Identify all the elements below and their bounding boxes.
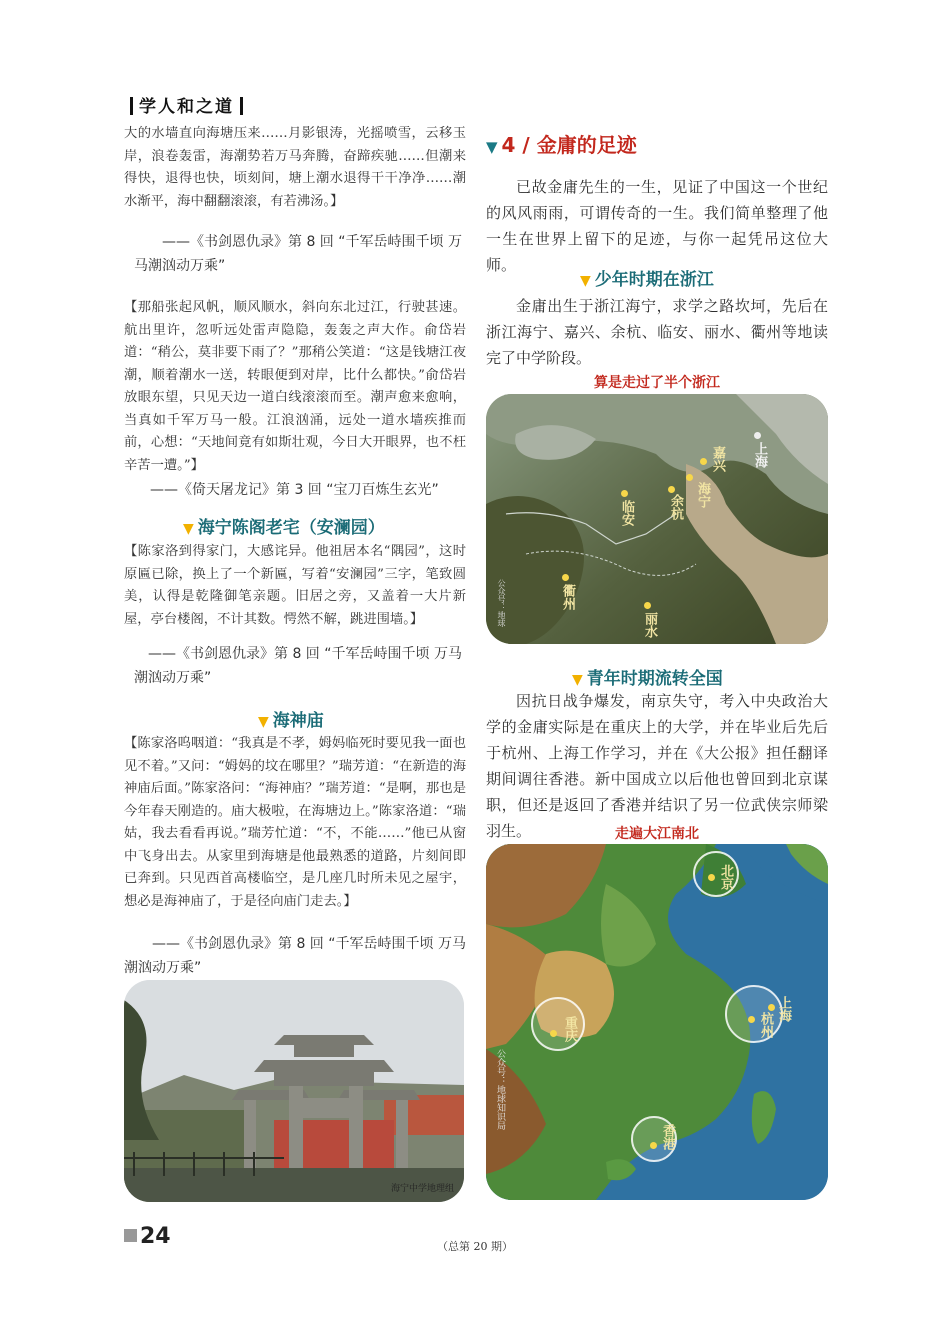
map-label-haining: 海宁 — [695, 482, 710, 508]
subsection-youth-zhejiang — [580, 265, 714, 290]
triangle-marker-icon: ▼ — [258, 714, 269, 730]
page-number-text: 24 — [140, 1224, 171, 1249]
map-label-lishui: 丽水 — [642, 612, 657, 638]
subsection-anlanyuan — [183, 513, 385, 538]
map-dot-haining — [686, 474, 693, 481]
caption-map-china: 走遍大江南北 — [615, 826, 699, 842]
subsection-youth-zhejiang-title: 少年时期在浙江 — [594, 270, 714, 290]
map-label-chongqing: 重庆 — [562, 1016, 577, 1042]
map-dot-shanghai — [754, 432, 761, 439]
paragraph-nationwide: 因抗日战争爆发，南京失守，考入中央政治大学的金庸实际是在重庆上的大学，并在毕业后先后于杭州、上海工作学习，并在《大公报》担任翻译期间调往香港。新中国成立以后他也曾回到北京谋职，但还是返回了香港并结识了另一位武侠宗师梁羽生。 — [486, 692, 828, 840]
section-title-text: 4 / 金庸的足迹 — [501, 133, 637, 157]
citation-1: ——《书剑恩仇录》第 8 回 “千军岳峙围千顷 万马潮汹动万乘” — [134, 234, 462, 274]
total-issue: （总第 20 期） — [437, 1240, 513, 1253]
map2-watermark: 公众号：地球知识局 — [495, 1049, 505, 1130]
map-dot-beijing — [708, 874, 715, 881]
triangle-marker-icon: ▼ — [183, 521, 194, 537]
triangle-marker-icon: ▼ — [572, 672, 583, 688]
map-zhejiang — [486, 394, 828, 644]
map-dot-jiaxing — [700, 458, 707, 465]
map-label-yuhang: 余杭 — [668, 494, 683, 520]
subsection-youth-nationwide-title: 青年时期流转全国 — [586, 669, 723, 689]
section-title — [486, 129, 637, 158]
photo-watermark: 海宁中学地理组 — [390, 1184, 454, 1194]
temple-photo — [124, 980, 464, 1202]
map-label-beijing: 北京 — [718, 864, 733, 890]
subsection-haishenmiao-title: 海神庙 — [272, 711, 324, 731]
subsection-anlanyuan-title: 海宁陈阁老宅（安澜园） — [197, 518, 385, 538]
quote-anlanyuan: 【陈家洛到得家门，大感诧异。他祖居本名“隅园”，这时原匾已除，换上了一个新匾，写着“安澜园”三字，笔致圆美，认得是乾隆御笔亲题。旧居之旁，又盖着一大片新屋，亭台楼阁，不计其数。愕然不解，跳进围墙。】 — [124, 544, 466, 627]
quote-yitian: 【那船张起风帆，顺风顺水，斜向东北过江，行驶甚速。航出里许，忽听远处雷声隐隐，轰轰之声大作。俞岱岩道：“稍公，莫非要下雨了？”那稍公笑道：“这是钱塘江夜潮，顺着潮水一送，转眼便到对岸，比什么都快。”俞岱岩放眼东望，只见天边一道白线滚滚而至。潮声愈来愈响，当真如千军万马一般。江浪汹涌，远处一道水墙疾推而前，心想：“天地间竟有如斯壮观，今日大开眼界，也不枉辛苦一遭。”】 — [124, 300, 466, 473]
map-dot-chongqing — [550, 1030, 557, 1037]
map-dot-linan — [621, 490, 628, 497]
map1-watermark: 公众号：地球 — [497, 579, 506, 627]
quote-haishenmiao: 【陈家洛呜咽道：“我真是不孝，姆妈临死时要见我一面也见不着。”又问：“姆妈的坟在哪里？”瑞芳道：“在新造的海神庙后面。”陈家洛问：“海神庙？”瑞芳道：“是啊，那也是今年春天刚造的。庙大极啦，在海塘边上。”陈家洛道：“瑞姑，我去看看再说。”瑞芳忙道：“不，不能……”他已从窗中飞身出去。从家里到海塘是他最熟悉的道路，片刻间即已奔到。只见西首高楼临空，是几座几时所未见之屋宇，想必是海神庙了，于是径向庙门走去。】 — [124, 736, 466, 909]
map-label-shanghai2: 上海 — [776, 996, 791, 1022]
header-bar-left — [130, 97, 133, 115]
map-label-linan: 临安 — [619, 500, 634, 526]
paragraph-youth: 金庸出生于浙江海宁，求学之路坎坷，先后在浙江海宁、嘉兴、余杭、临安、丽水、衢州等地读完了中学阶段。 — [486, 297, 828, 367]
header-bar-right — [240, 97, 243, 115]
header-title: 学人和之道 — [139, 97, 234, 117]
intro-paragraph: 已故金庸先生的一生，见证了中国这一个世纪的风风雨雨，可谓传奇的一生。我们简单整理了他一生在世界上留下的足迹，与你一起凭吊这位大师。 — [486, 178, 828, 274]
column-header — [124, 92, 249, 117]
map-dot-yuhang — [668, 486, 675, 493]
map-china-terrain — [486, 844, 828, 1200]
map-dot-hongkong — [650, 1142, 657, 1149]
subsection-haishenmiao — [258, 706, 324, 731]
caption-map-zhejiang: 算是走过了半个浙江 — [594, 375, 720, 391]
quote-tide-1: 大的水墙直向海塘压来……月影银涛，光摇喷雪，云移玉岸，浪卷轰雷，海潮势若万马奔腾，奋蹄疾驰……但潮来得快，退得也快，顷刻间，塘上潮水退得干干净净……潮水渐平，海中翻翻滚滚，有若沸汤。】 — [124, 126, 466, 209]
map-zhejiang-terrain — [486, 394, 828, 644]
citation-2: ——《倚天屠龙记》第 3 回 “宝刀百炼生玄光” — [150, 482, 439, 498]
map-label-hongkong: 香港 — [660, 1124, 675, 1150]
citation-3: ——《书剑恩仇录》第 8 回 “千军岳峙围千顷 万马潮汹动万乘” — [134, 646, 462, 686]
subsection-youth-nationwide — [572, 664, 723, 689]
map-china — [486, 844, 828, 1200]
map-label-hangzhou: 杭州 — [758, 1012, 773, 1038]
map-dot-hangzhou — [748, 1016, 755, 1023]
map-dot-lishui — [644, 602, 651, 609]
temple-photo-art — [124, 980, 464, 1202]
map-dot-quzhou — [562, 574, 569, 581]
triangle-marker-icon: ▼ — [580, 273, 591, 289]
citation-4: ——《书剑恩仇录》第 8 回 “千军岳峙围千顷 万马潮汹动万乘” — [124, 936, 466, 976]
triangle-marker-icon: ▼ — [486, 138, 498, 156]
map-label-shanghai: 上海 — [752, 442, 767, 468]
map-label-quzhou: 衢州 — [560, 584, 575, 610]
map-label-jiaxing: 嘉兴 — [710, 446, 725, 472]
